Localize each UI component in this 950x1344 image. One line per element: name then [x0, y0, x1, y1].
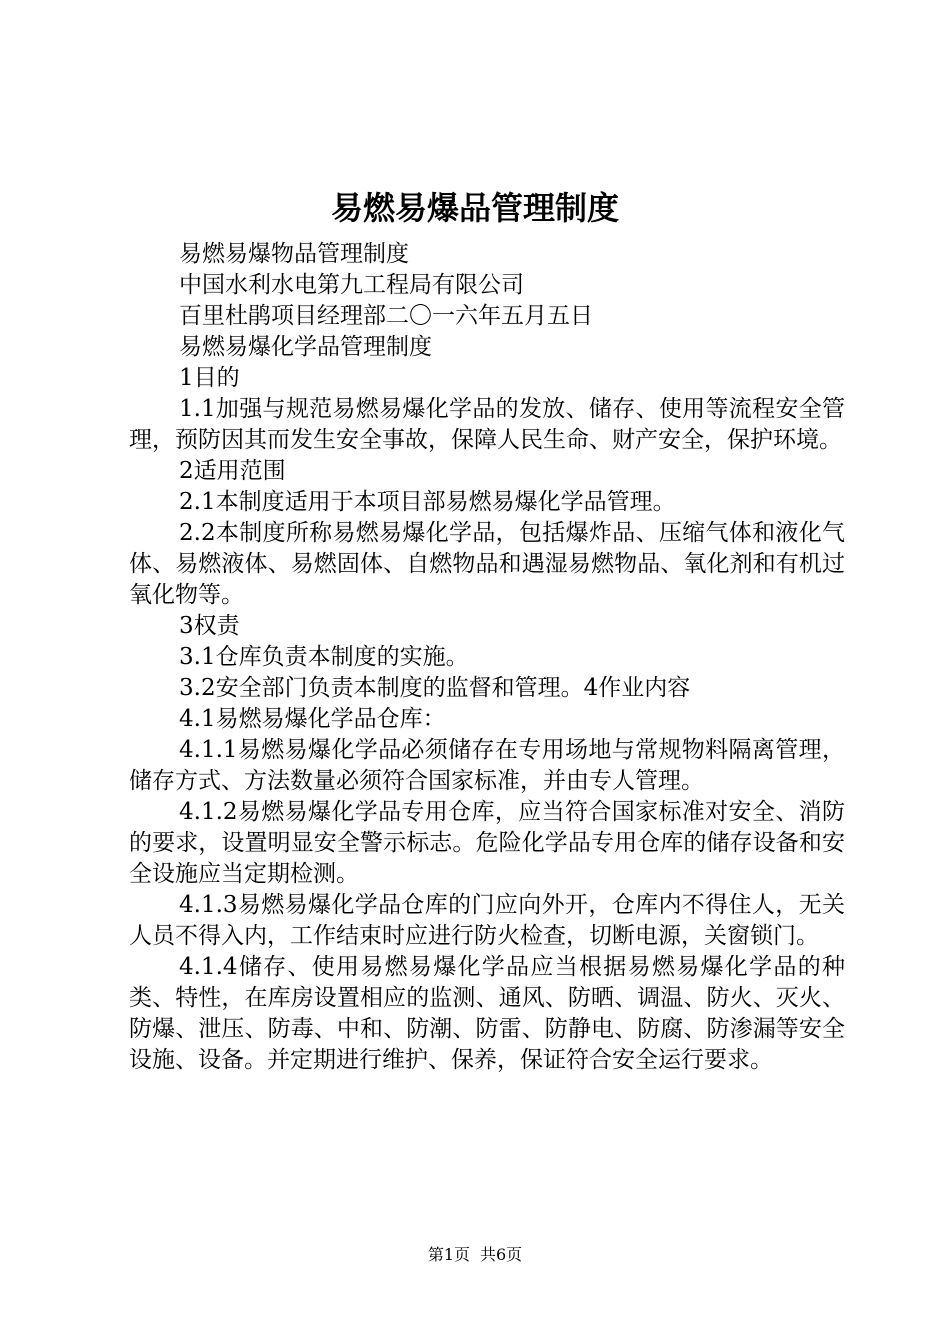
- section-3-1: 3.1仓库负责本制度的实施。: [179, 644, 469, 670]
- paragraph-department-date: 百里杜鹃项目经理部二〇一六年五月五日: [179, 303, 593, 329]
- section-4-1: 4.1易燃易爆化学品仓库：: [179, 706, 446, 732]
- page-footer: [0, 1244, 950, 1266]
- section-1-heading: 1目的: [179, 365, 240, 391]
- section-4-1-1: 4.1.1易燃易爆化学品必须储存在专用场地与常规物料隔离管理，储存方式、方法数量必须符合国家标准，并由专人管理。: [129, 737, 845, 794]
- section-3-2: 3.2安全部门负责本制度的监督和管理。4作业内容: [179, 675, 691, 701]
- section-4-1-3: 4.1.3易燃易爆化学品仓库的门应向外开，仓库内不得住人，无关人员不得入内，工作结束时应进行防火检查，切断电源，关窗锁门。: [129, 892, 845, 949]
- section-4-1-4: 4.1.4储存、使用易燃易爆化学品应当根据易燃易爆化学品的种类、特性，在库房设置相应的监测、通风、防晒、调温、防火、灭火、防爆、泄压、防毒、中和、防潮、防雷、防静电、防腐、防渗漏等安全设施、设备。并定期进行维护、保养，保证符合安全运行要求。: [129, 954, 845, 1073]
- page-number: 第1页: [427, 1245, 470, 1264]
- section-3-heading: 3权责: [179, 613, 240, 639]
- paragraph-company: 中国水利水电第九工程局有限公司: [179, 272, 524, 298]
- section-2-1: 2.1本制度适用于本项目部易燃易爆化学品管理。: [179, 489, 676, 515]
- section-2-heading: 2适用范围: [179, 458, 286, 484]
- document-title: 易燃易爆品管理制度: [330, 189, 619, 227]
- section-2-2: 2.2本制度所称易燃易爆化学品，包括爆炸品、压缩气体和液化气体、易燃液体、易燃固体、自燃物品和遇湿易燃物品、氧化剂和有机过氧化物等。: [129, 520, 845, 608]
- section-4-1-2: 4.1.2易燃易爆化学品专用仓库，应当符合国家标准对安全、消防的要求，设置明显安全警示标志。危险化学品专用仓库的储存设备和安全设施应当定期检测。: [129, 799, 845, 887]
- document-body: [129, 239, 845, 1076]
- paragraph-heading-2: 易燃易爆化学品管理制度: [179, 334, 432, 360]
- section-1-1: 1.1加强与规范易燃易爆化学品的发放、储存、使用等流程安全管理，预防因其而发生安全事故，保障人民生命、财产安全，保护环境。: [129, 396, 845, 453]
- paragraph-heading-1: 易燃易爆物品管理制度: [179, 241, 409, 267]
- page-total: 共6页: [480, 1245, 523, 1264]
